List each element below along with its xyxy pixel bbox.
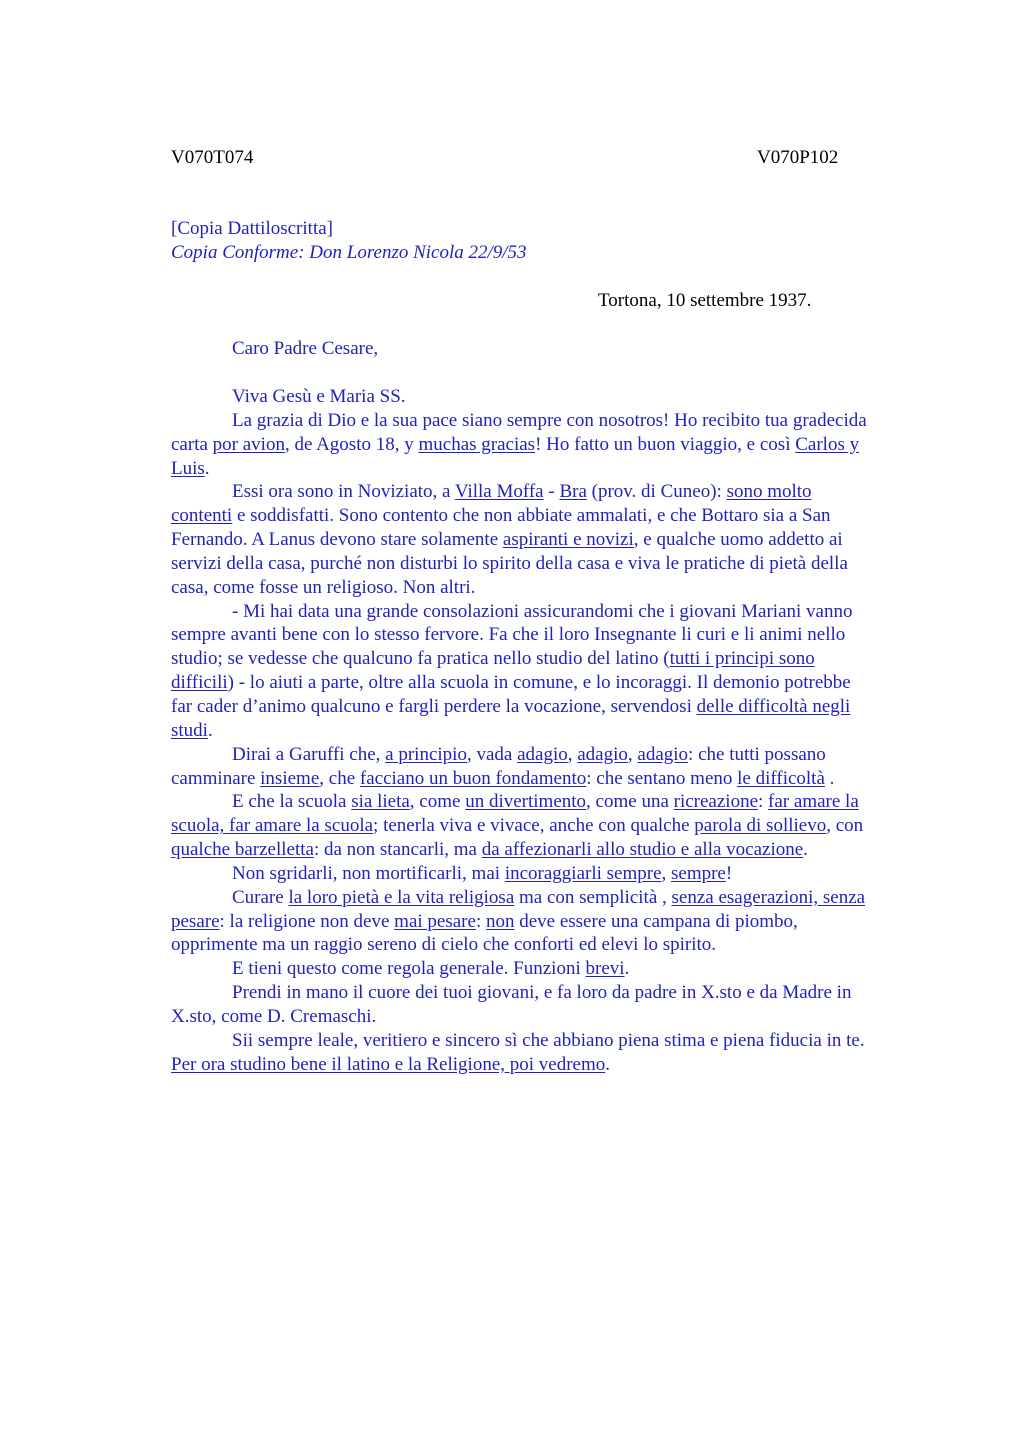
letter-text: - (543, 481, 560, 503)
letter-text: , che (319, 767, 360, 789)
letter-text: ! Ho fatto un buon viaggio, e così (535, 433, 796, 455)
letter-text: , vada (466, 743, 518, 765)
letter-text: X.sto, come D. Cremaschi. (171, 1005, 377, 1027)
letter-paragraph (171, 981, 927, 1029)
letter-text: . (624, 958, 630, 980)
letter-text: . (605, 1053, 611, 1075)
letter-text: : che sentano meno (586, 767, 738, 789)
underlined-text: adagio (577, 743, 628, 765)
letter-paragraph (171, 409, 927, 481)
letter-text: E che la scuola (232, 791, 352, 813)
letter-paragraph (171, 790, 927, 862)
letter-text: Non sgridarli, non mortificarli, mai (232, 862, 505, 884)
letter-text: . (803, 839, 808, 861)
letter-text: casa, come fosse un religioso. Non altri. (171, 576, 476, 598)
underlined-text: qualche barzelletta (171, 839, 314, 861)
underlined-text: muchas gracias (418, 433, 536, 455)
letter-text: La grazia di Dio e la sua pace siano sempre con nosotros! Ho recibito tua gradecida (232, 409, 867, 431)
letter-text: opprimente ma un raggio sereno di cielo che conforti ed elevi lo spirito. (171, 934, 717, 956)
letter-text: , (661, 862, 671, 884)
document-code-left: V070T074 (171, 147, 254, 168)
underlined-text: Luis (171, 457, 205, 479)
underlined-text: adagio (637, 743, 689, 765)
letter-text: . (207, 719, 213, 741)
underlined-text: le difficoltà (737, 767, 825, 789)
certified-copy-note: Copia Conforme: Don Lorenzo Nicola 22/9/53 (171, 242, 527, 263)
underlined-text: sia lieta (351, 791, 410, 813)
underlined-text: sono molto (726, 481, 812, 503)
letter-text: ; tenerla viva e vivace, anche con qualche (373, 815, 695, 837)
letter-text: - Mi hai data una grande consolazioni assicurandomi che i giovani Mariani vanno (232, 600, 853, 622)
letter-text: Dirai a Garuffi che, (232, 743, 386, 765)
underlined-text: Carlos y (795, 433, 860, 455)
letter-text: deve essere una campana di piombo, (514, 910, 798, 932)
letter-paragraph (171, 957, 927, 981)
letter-text: ! (725, 862, 733, 884)
letter-paragraph (171, 862, 927, 886)
underlined-text: ricreazione (673, 791, 759, 813)
letter-text: e soddisfatti. Sono contento che non abbiate ammalati, e che Bottaro sia a San (232, 505, 831, 527)
underlined-text: adagio (517, 743, 568, 765)
letter-text: . (204, 457, 210, 479)
letter-text: , de Agosto 18, y (284, 433, 419, 455)
letter-body (171, 385, 927, 1076)
underlined-text: mai pesare (394, 910, 476, 932)
underlined-text: la loro pietà e la vita religiosa (288, 886, 515, 908)
underlined-text: Bra (559, 481, 587, 503)
letter-text: Sii sempre leale, veritiero e sincero sì che abbiano piena stima e piena fiducia in te. (232, 1029, 865, 1051)
letter-text: : (758, 791, 769, 813)
underlined-text: pesare (171, 910, 220, 932)
underlined-text: un divertimento (465, 791, 587, 813)
underlined-text: non (485, 910, 515, 932)
letter-text: , (627, 743, 638, 765)
underlined-text: insieme (260, 767, 320, 789)
letter-text: camminare (171, 767, 261, 789)
underlined-text: a principio (385, 743, 467, 765)
copy-type-note: [Copia Dattiloscritta] (171, 218, 333, 239)
letter-text: ma con semplicità , (514, 886, 672, 908)
underlined-text: scuola, far amare la scuola (171, 815, 374, 837)
underlined-text: Villa Moffa (454, 481, 544, 503)
letter-text: Curare (232, 886, 289, 908)
letter-paragraph (171, 743, 927, 791)
underlined-text: Per ora studino bene il latino e la Religione, poi vedremo (171, 1053, 606, 1075)
underlined-text: difficili (171, 672, 228, 694)
underlined-text: studi (171, 719, 208, 741)
letter-text: . (824, 767, 835, 789)
letter-text: : la religione non deve (219, 910, 395, 932)
letter-text: E tieni questo come regola generale. Funzioni (232, 958, 586, 980)
letter-text: (prov. di Cuneo): (586, 481, 727, 503)
letter-text: , come (409, 791, 466, 813)
underlined-text: sempre (671, 862, 726, 884)
underlined-text: da affezionarli allo studio e alla vocazione (481, 839, 804, 861)
underlined-text: parola di sollievo (694, 815, 827, 837)
letter-text: carta (171, 433, 213, 455)
letter-text: Fernando. A Lanus devono stare solamente (171, 529, 503, 551)
letter-text: studio; se vedesse che qualcuno fa pratica nello studio del latino ( (171, 648, 670, 670)
letter-text: servizi della casa, purché non disturbi lo spirito della casa e viva le pratiche di pietà della (171, 552, 848, 574)
underlined-text: senza esagerazioni, senza (671, 886, 866, 908)
letter-text: : (475, 910, 486, 932)
letter-text: : da non stancarli, ma (313, 839, 482, 861)
letter-text: Essi ora sono in Noviziato, a (232, 481, 455, 503)
letter-text: , (567, 743, 578, 765)
letter-text: sempre avanti bene con lo stesso fervore. Fa che il loro Insegnante li curi e li animi nello (171, 624, 846, 646)
letter-text: : che tutti possano (688, 743, 826, 765)
letter-text: , come una (586, 791, 674, 813)
letter-paragraph (171, 385, 927, 409)
letter-text: Viva Gesù e Maria SS. (232, 386, 406, 407)
underlined-text: por avion (212, 433, 285, 455)
salutation: Caro Padre Cesare, (232, 338, 379, 359)
letter-paragraph (171, 1029, 927, 1077)
underlined-text: incoraggiarli sempre (504, 862, 662, 884)
underlined-text: facciano un buon fondamento (359, 767, 587, 789)
letter-text: , e qualche uomo addetto ai (633, 529, 843, 551)
underlined-text: aspiranti e novizi (502, 529, 634, 551)
letter-text: , con (826, 815, 864, 837)
place-date: Tortona, 10 settembre 1937. (598, 290, 812, 311)
underlined-text: tutti i principi sono (669, 648, 815, 670)
document-code-right: V070P102 (757, 147, 839, 168)
letter-paragraph (171, 600, 927, 743)
letter-paragraph (171, 886, 927, 958)
underlined-text: brevi (585, 958, 625, 980)
letter-text: far cader d’animo qualcuno e fargli perdere la vocazione, servendosi (171, 695, 697, 717)
letter-paragraph (171, 480, 927, 599)
letter-text: ) - lo aiuti a parte, oltre alla scuola in comune, e lo incoraggi. Il demonio potrebbe (227, 672, 851, 694)
letter-text: Prendi in mano il cuore dei tuoi giovani, e fa loro da padre in X.sto e da Madre in (232, 982, 852, 1004)
underlined-text: far amare la (768, 791, 859, 813)
underlined-text: contenti (171, 505, 233, 527)
underlined-text: delle difficoltà negli (696, 695, 851, 717)
